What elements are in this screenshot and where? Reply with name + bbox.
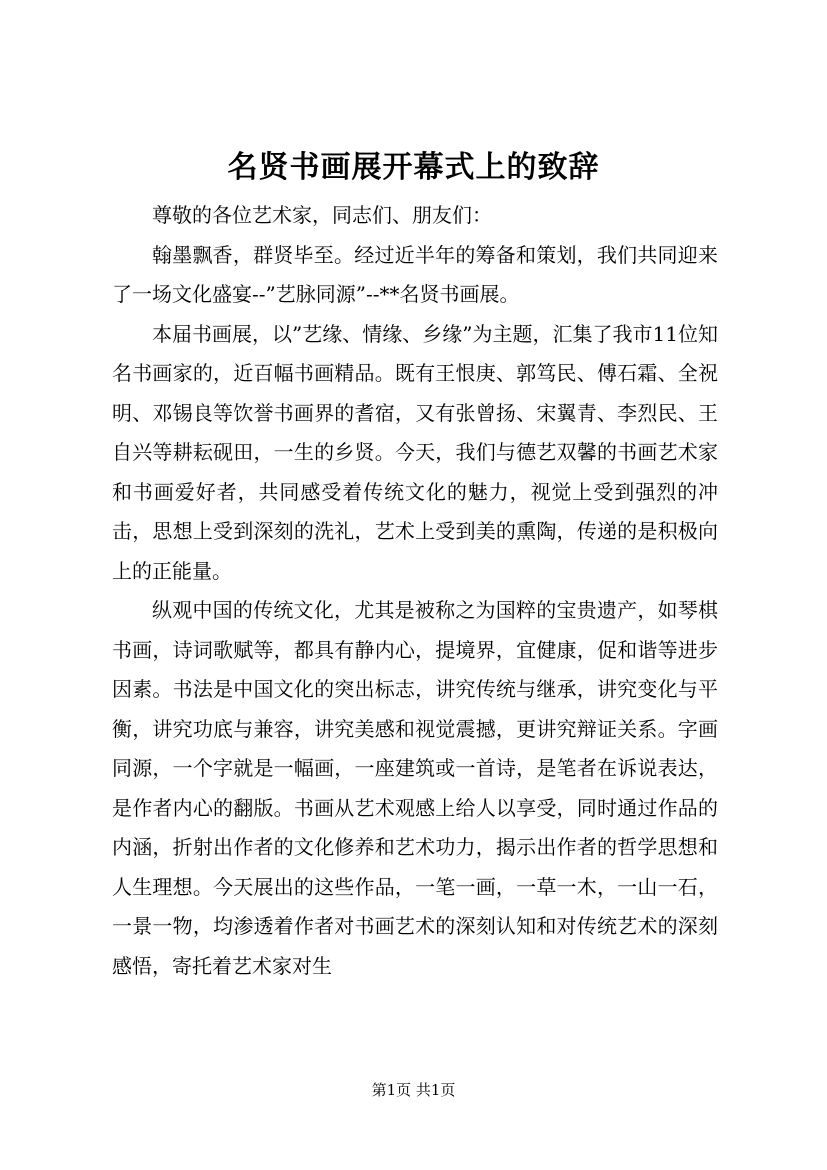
body-paragraph: 本届书画展，以”艺缘、情缘、乡缘”为主题，汇集了我市11位知名书画家的，近百幅书画精品。既有王恨庚、郭笃民、傅石霜、全祝明、邓锡良等饮誉书画界的耆宿，又有张曾扬、宋翼青、李烈民、王自兴等耕耘砚田，一生的乡贤。今天，我们与德艺双馨的书画艺术家和书画爱好者，共同感受着传统文化的魅力，视觉上受到强烈的冲击，思想上受到深刻的洗礼，艺术上受到美的熏陶，传递的是积极向上的正能量。: [112, 321, 718, 583]
salutation-paragraph: 尊敬的各位艺术家，同志们、朋友们：: [152, 203, 492, 227]
body-paragraph: 翰墨飘香，群贤毕至。经过近半年的筹备和策划，我们共同迎来了一场文化盛宴--”艺脉同源”--**名贤书画展。: [112, 242, 718, 306]
body-paragraph: 纵观中国的传统文化，尤其是被称之为国粹的宝贵遗产，如琴棋书画，诗词歌赋等，都具有静内心，提境界，宜健康，促和谐等进步因素。书法是中国文化的突出标志，讲究传统与继承，讲究变化与平衡，讲究功底与兼容，讲究美感和视觉震撼，更讲究辩证关系。字画同源，一个字就是一幅画，一座建筑或一首诗，是笔者在诉说表达，是作者内心的翻版。书画从艺术观感上给人以享受，同时通过作品的内涵，折射出作者的文化修养和艺术功力，揭示出作者的哲学思想和人生理想。今天展出的这些作品，一笔一画，一草一木，一山一石，一景一物，均渗透着作者对书画艺术的深刻认知和对传统艺术的深刻感悟，寄托着艺术家对生: [112, 598, 718, 978]
page-footer: 第1页 共1页: [371, 1081, 456, 1099]
document-body: [112, 196, 718, 986]
document-title: 名贤书画展开幕式上的致辞: [227, 150, 600, 185]
